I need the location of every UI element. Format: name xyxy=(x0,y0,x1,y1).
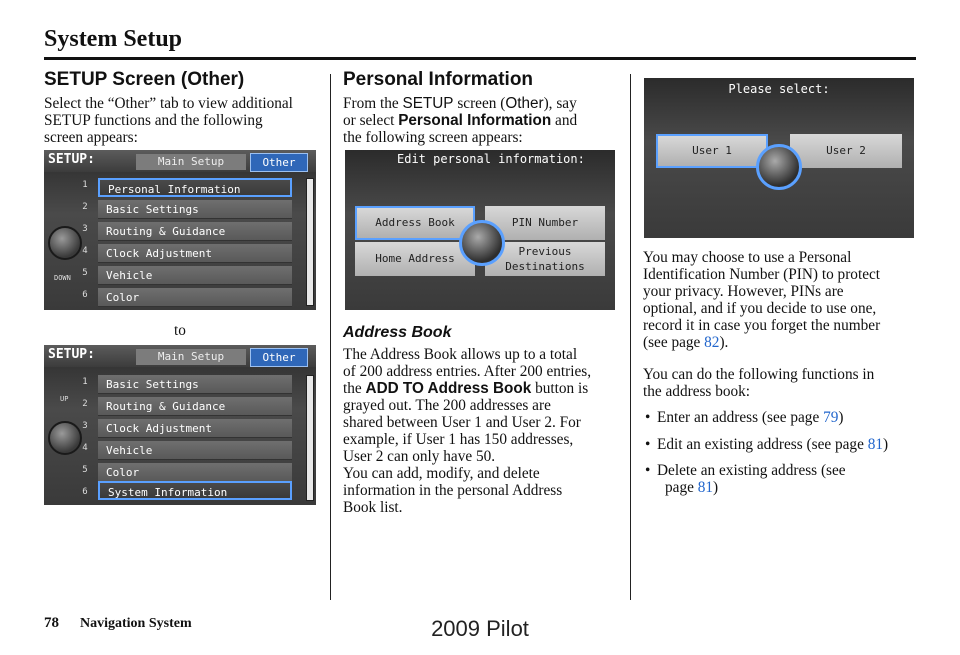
page-link-81[interactable]: 81 xyxy=(867,436,883,453)
text-run: or select xyxy=(343,112,399,129)
item-number: 6 xyxy=(82,487,88,497)
text-run: From the xyxy=(343,95,403,112)
text-run: and xyxy=(551,112,578,129)
menu-item-vehicle[interactable]: Vehicle xyxy=(98,441,292,460)
setup-other-screen-2 xyxy=(44,345,316,505)
section-heading-personal-information: Personal Information xyxy=(343,69,534,90)
left-intro xyxy=(44,95,293,146)
text-run: of 200 address entries. After 200 entries, xyxy=(343,363,592,380)
text-run: You can add, modify, and delete xyxy=(343,465,540,482)
text-run: button is xyxy=(531,380,589,397)
menu-item-basic-settings[interactable]: Basic Settings xyxy=(98,375,292,394)
up-label: UP xyxy=(60,395,69,403)
column-divider-left xyxy=(330,74,331,600)
selector-knob-icon[interactable] xyxy=(48,421,82,455)
text-run: ) xyxy=(838,409,844,426)
button-line: Destinations xyxy=(505,260,585,273)
tab-setup-label: SETUP: xyxy=(48,347,95,362)
item-number: 3 xyxy=(82,224,88,234)
menu-item-routing-guidance[interactable]: Routing & Guidance xyxy=(98,397,292,416)
item-number: 5 xyxy=(82,268,88,278)
text-run: shared between User 1 and User 2. For xyxy=(343,414,581,431)
tab-other[interactable]: Other xyxy=(250,348,308,367)
subheading-address-book: Address Book xyxy=(343,324,452,341)
user-select-screen xyxy=(644,78,914,238)
left-intro-line: SETUP functions and the following xyxy=(44,112,263,129)
text-run: your privacy. However, PINs are xyxy=(643,283,844,300)
add-to-address-book-keyword: ADD TO Address Book xyxy=(365,380,532,397)
menu-item-system-information[interactable]: System Information xyxy=(98,481,292,500)
scrollbar[interactable] xyxy=(306,375,314,501)
text-run: User 2 can only have 50. xyxy=(343,448,496,465)
screen-title: Edit personal information: xyxy=(397,152,585,166)
text-run: You may choose to use a Personal xyxy=(643,249,852,266)
left-intro-line: screen appears: xyxy=(44,129,138,146)
selector-knob-icon[interactable] xyxy=(48,226,82,260)
functions-paragraph xyxy=(643,366,874,400)
text-run: You can do the following functions in xyxy=(643,366,875,383)
text-run: Identification Number (PIN) to protect xyxy=(643,266,881,283)
text-run: ). xyxy=(719,334,729,351)
text-run: the xyxy=(343,380,366,397)
menu-item-clock-adjustment[interactable]: Clock Adjustment xyxy=(98,244,292,263)
item-number: 2 xyxy=(82,399,88,409)
selector-knob-icon[interactable] xyxy=(756,144,802,190)
text-run: ) xyxy=(713,479,719,496)
text-run: Edit an existing address (see page xyxy=(657,436,868,453)
home-address-button[interactable]: Home Address xyxy=(355,242,475,276)
page-title: System Setup xyxy=(44,26,183,52)
watermark: 2009 Pilot xyxy=(431,616,529,641)
text-run: example, if User 1 has 150 addresses, xyxy=(343,431,574,448)
menu-item-basic-settings[interactable]: Basic Settings xyxy=(98,200,292,219)
middle-intro xyxy=(343,95,577,146)
item-number: 1 xyxy=(82,377,88,387)
menu-item-color[interactable]: Color xyxy=(98,288,292,307)
menu-item-color[interactable]: Color xyxy=(98,463,292,482)
left-intro-line: Select the “Other” tab to view additional xyxy=(44,95,293,112)
text-run: the address book: xyxy=(643,383,751,400)
bullet-icon: • xyxy=(645,462,651,479)
personal-information-keyword: Personal Information xyxy=(398,112,552,129)
page-number: 78 xyxy=(44,615,59,631)
screen-title: Please select: xyxy=(728,82,830,96)
tab-setup-label: SETUP: xyxy=(48,152,95,167)
item-number: 3 xyxy=(82,421,88,431)
text-run: the following screen appears: xyxy=(343,129,523,146)
other-keyword: Other xyxy=(505,95,544,112)
text-run: screen ( xyxy=(453,95,506,112)
text-run: (see page xyxy=(643,334,705,351)
page-link-79[interactable]: 79 xyxy=(823,409,839,426)
text-run: page xyxy=(665,479,698,496)
text-run: Enter an address (see page xyxy=(657,409,824,426)
text-run: ) xyxy=(883,436,889,453)
page-link-81[interactable]: 81 xyxy=(697,479,713,496)
pin-number-button[interactable]: PIN Number xyxy=(485,206,605,240)
column-divider-right xyxy=(630,74,631,600)
footer-section: Navigation System xyxy=(80,616,192,631)
selector-knob-icon[interactable] xyxy=(459,220,505,266)
setup-keyword: SETUP xyxy=(402,95,454,112)
button-line: Previous xyxy=(518,245,572,258)
text-run: record it in case you forget the number xyxy=(643,317,881,334)
tab-other[interactable]: Other xyxy=(250,153,308,172)
address-book-button[interactable]: Address Book xyxy=(355,206,475,240)
text-run: optional, and if you decide to use one, xyxy=(643,300,877,317)
text-run: Book list. xyxy=(343,499,403,516)
page-link-82[interactable]: 82 xyxy=(704,334,720,351)
tab-main-setup[interactable]: Main Setup xyxy=(136,349,246,365)
edit-personal-information-screen xyxy=(345,150,615,310)
user-1-button[interactable]: User 1 xyxy=(656,134,768,168)
section-heading-setup-other: SETUP Screen (Other) xyxy=(44,69,245,90)
text-run: grayed out. The 200 addresses are xyxy=(343,397,551,414)
text-run: ), say xyxy=(543,95,577,112)
item-number: 4 xyxy=(82,246,88,256)
down-label: DOWN xyxy=(54,274,71,282)
text-run: Delete an existing address (see xyxy=(657,462,846,479)
menu-item-personal-information[interactable]: Personal Information xyxy=(98,178,292,197)
user-2-button[interactable]: User 2 xyxy=(790,134,902,168)
menu-item-clock-adjustment[interactable]: Clock Adjustment xyxy=(98,419,292,438)
text-run: The Address Book allows up to a total xyxy=(343,346,578,363)
item-number: 5 xyxy=(82,465,88,475)
bullet-icon: • xyxy=(645,409,651,426)
setup-other-screen-1 xyxy=(44,150,316,310)
item-number: 2 xyxy=(82,202,88,212)
tab-main-setup[interactable]: Main Setup xyxy=(136,154,246,170)
pin-paragraph xyxy=(643,249,880,351)
to-label: to xyxy=(174,322,186,339)
item-number: 1 xyxy=(82,180,88,190)
bullet-icon: • xyxy=(645,436,651,453)
item-number: 4 xyxy=(82,443,88,453)
scrollbar[interactable] xyxy=(306,178,314,306)
address-book-body xyxy=(343,346,591,516)
item-number: 6 xyxy=(82,290,88,300)
menu-item-vehicle[interactable]: Vehicle xyxy=(98,266,292,285)
menu-item-routing-guidance[interactable]: Routing & Guidance xyxy=(98,222,292,241)
text-run: information in the personal Address xyxy=(343,482,563,499)
header-rule xyxy=(44,57,916,60)
